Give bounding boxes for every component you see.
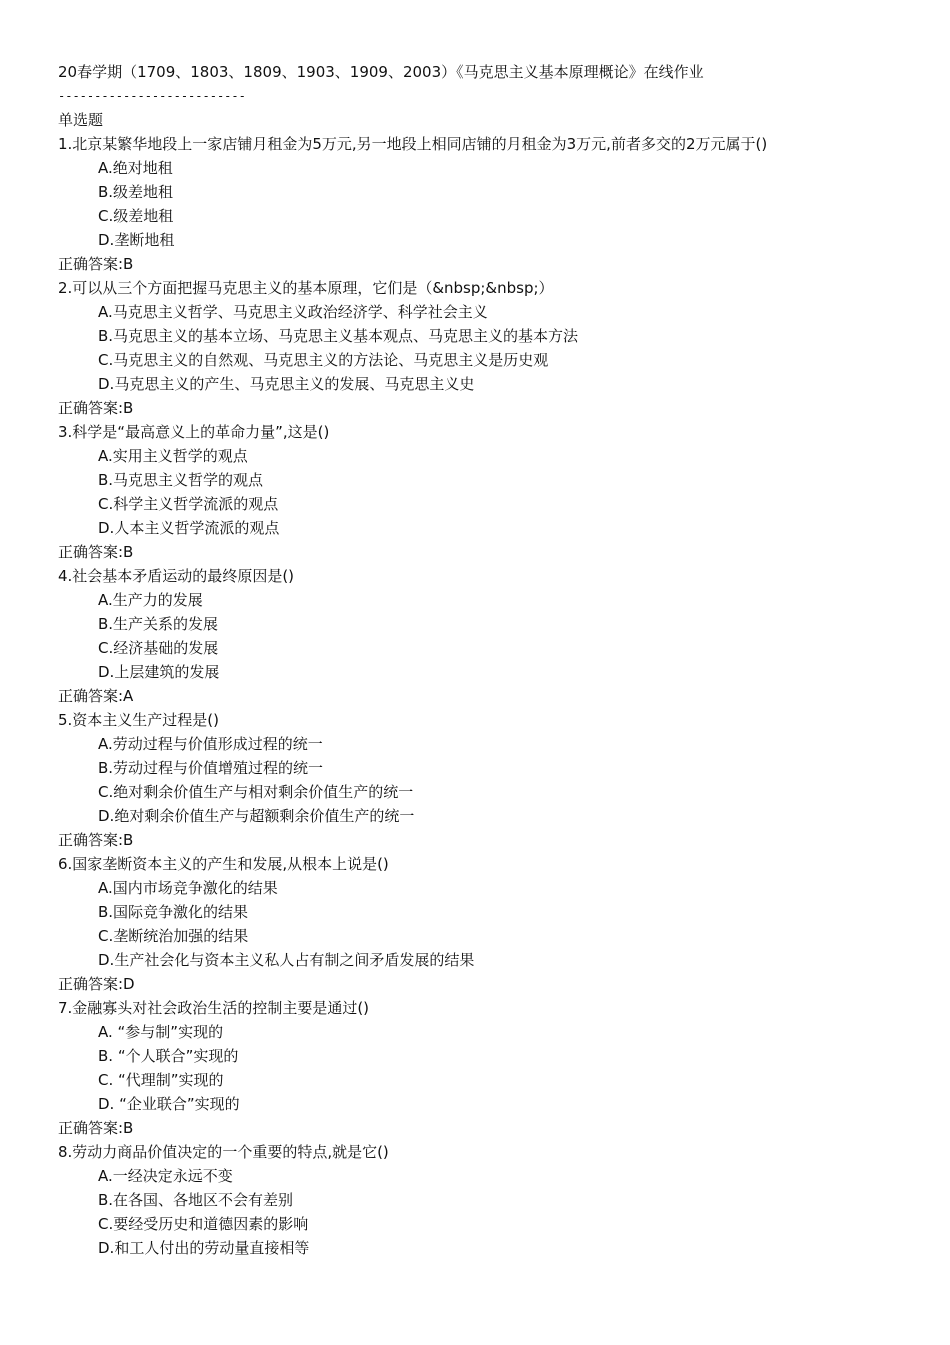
option-d: D.垄断地租	[98, 231, 175, 249]
option-a: A.国内市场竞争激化的结果	[98, 879, 278, 897]
option-d: D.上层建筑的发展	[98, 663, 220, 681]
question-stem: 6.国家垄断资本主义的产生和发展,从根本上说是()	[58, 855, 389, 873]
divider-line: --------------------------	[58, 89, 246, 103]
option-b: B.在各国、各地区不会有差别	[98, 1191, 294, 1209]
option-d: D.和工人付出的劳动量直接相等	[98, 1239, 310, 1257]
document-page	[58, 60, 918, 1260]
document-title: 20春学期（1709、1803、1809、1903、1909、2003）《马克思主义基本原理概论》在线作业	[58, 63, 704, 81]
question-5	[58, 708, 918, 852]
question-1	[58, 132, 918, 276]
correct-answer: 正确答案:B	[58, 255, 134, 273]
option-c: C. “代理制”实现的	[98, 1071, 224, 1089]
option-d: D.马克思主义的产生、马克思主义的发展、马克思主义史	[98, 375, 475, 393]
option-c: C.科学主义哲学流派的观点	[98, 495, 279, 513]
option-b: B.国际竞争激化的结果	[98, 903, 249, 921]
option-a: A.绝对地租	[98, 159, 173, 177]
option-d: D.人本主义哲学流派的观点	[98, 519, 280, 537]
correct-answer: 正确答案:B	[58, 399, 134, 417]
option-a: A.马克思主义哲学、马克思主义政治经济学、科学社会主义	[98, 303, 488, 321]
option-a: A.一经决定永远不变	[98, 1167, 233, 1185]
correct-answer: 正确答案:B	[58, 543, 134, 561]
option-c: C.马克思主义的自然观、马克思主义的方法论、马克思主义是历史观	[98, 351, 549, 369]
question-stem: 4.社会基本矛盾运动的最终原因是()	[58, 567, 295, 585]
option-c: C.垄断统治加强的结果	[98, 927, 249, 945]
option-b: B. “个人联合”实现的	[98, 1047, 239, 1065]
question-stem: 3.科学是“最高意义上的革命力量”,这是()	[58, 423, 330, 441]
question-8	[58, 1140, 918, 1260]
question-stem: 2.可以从三个方面把握马克思主义的基本原理，它们是（&nbsp;&nbsp;）	[58, 279, 554, 297]
option-c: C.要经受历史和道德因素的影响	[98, 1215, 309, 1233]
question-2	[58, 276, 918, 420]
option-c: C.绝对剩余价值生产与相对剩余价值生产的统一	[98, 783, 414, 801]
option-d: D.生产社会化与资本主义私人占有制之间矛盾发展的结果	[98, 951, 475, 969]
option-c: C.经济基础的发展	[98, 639, 219, 657]
option-c: C.级差地租	[98, 207, 174, 225]
correct-answer: 正确答案:B	[58, 1119, 134, 1137]
correct-answer: 正确答案:D	[58, 975, 135, 993]
correct-answer: 正确答案:A	[58, 687, 134, 705]
option-a: A.实用主义哲学的观点	[98, 447, 248, 465]
question-stem: 5.资本主义生产过程是()	[58, 711, 220, 729]
option-b: B.生产关系的发展	[98, 615, 219, 633]
question-6	[58, 852, 918, 996]
question-stem: 1.北京某繁华地段上一家店铺月租金为5万元,另一地段上相同店铺的月租金为3万元,前者多交的2万元属于()	[58, 135, 768, 153]
question-stem: 8.劳动力商品价值决定的一个重要的特点,就是它()	[58, 1143, 389, 1161]
question-4	[58, 564, 918, 708]
correct-answer: 正确答案:B	[58, 831, 134, 849]
option-a: A.生产力的发展	[98, 591, 203, 609]
question-stem: 7.金融寡头对社会政治生活的控制主要是通过()	[58, 999, 370, 1017]
option-d: D.绝对剩余价值生产与超额剩余价值生产的统一	[98, 807, 415, 825]
option-b: B.劳动过程与价值增殖过程的统一	[98, 759, 324, 777]
option-b: B.马克思主义哲学的观点	[98, 471, 264, 489]
question-3	[58, 420, 918, 564]
section-heading: 单选题	[58, 111, 104, 129]
question-7	[58, 996, 918, 1140]
option-b: B.级差地租	[98, 183, 174, 201]
option-a: A.劳动过程与价值形成过程的统一	[98, 735, 323, 753]
option-b: B.马克思主义的基本立场、马克思主义基本观点、马克思主义的基本方法	[98, 327, 579, 345]
option-a: A. “参与制”实现的	[98, 1023, 224, 1041]
option-d: D. “企业联合”实现的	[98, 1095, 240, 1113]
